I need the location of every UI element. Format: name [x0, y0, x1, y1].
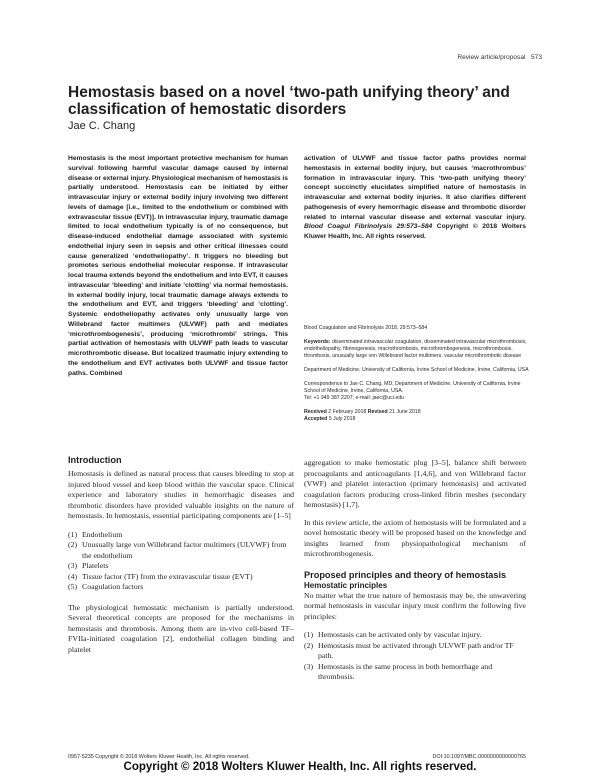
- running-head: [457, 54, 542, 61]
- affiliation: Department of Medicine, University of California, Irvine School of Medicine, Irvine, California, USA: [304, 367, 529, 373]
- accepted-date: 5 July 2018: [328, 416, 356, 422]
- list-item: (2) Unusually large von Willebrand factor multimers (ULVWF) from the endothelium: [68, 540, 287, 560]
- hemostatic-principles-list: [304, 630, 526, 683]
- principles-heading: Proposed principles and theory of hemostasis: [304, 569, 507, 580]
- principles-subheading: Hemostatic principles: [304, 580, 388, 590]
- correspondence: [304, 381, 532, 402]
- hemostasis-components-list: [68, 530, 294, 593]
- body-left-column: [68, 455, 294, 655]
- intro-paragraph-1: Hemostasis is defined as natural process that causes bleeding to stop at injured blood vessel and keep blood within the vascular space. Clinical experience and laboratory studies in hemorrhagic diseases and thrombotic disorders have provided valuable insights on the nature of hemostasis. In hemostasis, essential participating components are [1–5]: [68, 469, 294, 520]
- article-title: Hemostasis based on a novel ‘two-path unifying theory’ and classification of hemostatic disorders: [68, 84, 510, 118]
- abstract-left-column: Hemostasis is the most important protective mechanism for human survival following harmful vascular damage caused by internal disease or external injury. Physiological mechanism of hemostasis is partially understood. Hemostasis can be initiated by either intravascular injury or external bodily injury involving two different levels of damage [i.e., limited to the endothelium or combined with extravascular tissue (EVT)]. In intravascular injury, traumatic damage limited to local endothelium typically is of no consequence, but disease-induced endothelial damage associated with systemic endothelial injury seen in sepsis and other critical illnesses could cause generalized ‘endotheliopathy’. It triggers no bleeding but promotes serious endothelial molecular response. If intravascular local trauma extends beyond the endothelium and into EVT, it causes intravascular ‘bleeding’ and initiate ‘clotting’ via normal hemostasis. In external bodily injury, local traumatic damage always extends to the endothelium and EVT, and triggers ‘bleeding’ and ‘clotting’. Systemic endotheliopathy activates only unusually large von Willebrand factor multimers (ULVWF) path and mediates ‘microthrombogenesis’, producing ‘microthrombi’ strings. This partial activation of hemostasis with ULVWF path leads to vascular microthrombotic disease. But localized traumatic injury extending to the endothelium and EVT activates both ULVWF and tissue factor paths. Combined: [68, 155, 288, 377]
- keywords-text: disseminated intravascular coagulation, disseminated intravascular microthrombosis, endotheliopathy, fibrinogenesis, macrothrombosis, microthrombogenesis, microthrombosis, thrombosis, unusually large von Willebrand factor multimers, vascular microthrombotic disease: [304, 339, 527, 359]
- footer-issn: 0957-5235 Copyright © 2018 Wolters Kluwer Health, Inc. All rights reserved.: [68, 754, 250, 760]
- list-item: (1) Endothelium: [68, 529, 123, 539]
- keywords-block: [304, 339, 532, 360]
- revised-date: 21 June 2018: [389, 409, 421, 415]
- keywords-label: Keywords:: [304, 339, 331, 345]
- list-item: (3) Hemostasis is the same process in both hemorrhage and thrombosis.: [304, 661, 493, 681]
- list-item: (5) Coagulation factors: [68, 582, 144, 591]
- contact-info: Tel: +1 949 387 2207; e-mail: jaec@uci.edu: [304, 395, 404, 401]
- list-item: (3) Platelets: [68, 561, 109, 570]
- running-head-label: Review article/proposal: [457, 54, 526, 61]
- received-date: 2 February 2018: [328, 409, 367, 415]
- copyright-watermark: Copyright © 2018 Wolters Kluwer Health, Inc. All rights reserved.: [123, 761, 477, 773]
- revised-label: Revised: [367, 409, 388, 415]
- right-paragraph-1: aggregation to make hemostatic plug [3–5], balance shift between procoagulants and anticoagulants [1,4,6], and von Willebrand factor (VWF) and platelet interaction (primary hemostasis) and activated coagulation factors producing cross-linked fibrin meshes (secondary hemostasis) [1,7].: [304, 458, 526, 509]
- introduction-heading: Introduction: [68, 455, 122, 465]
- abstract-continued-text: activation of ULVWF and tissue factor paths provides normal hemostasis in external bodily injury, but causes ‘macrothrombus’ formation in intravascular injury. This ‘two-path unifying theory’ concept succinctly elucidates simplified nature of hemostasis in intravascular and external bodily injuries. It also clarifies different pathogenesis of every hemorrhagic disease and thrombotic disorder related to internal vascular disease and external vascular injury.: [304, 155, 526, 221]
- abstract-copyright: Copyright © 2018 Wolters Kluwer Health, Inc. All rights reserved.: [304, 223, 526, 240]
- list-item: (2) Hemostasis must be activated through ULVWF path and/or TF path.: [304, 640, 514, 660]
- abstract-right-column: [304, 154, 526, 242]
- principles-paragraph: No matter what the true nature of hemostasis may be, the unwavering normal hemostasis in vascular injury must confirm the following five principles:: [304, 590, 526, 621]
- page-number: 573: [530, 54, 542, 61]
- dates: [304, 409, 532, 423]
- correspondence-text: Correspondence to Jae C. Chang, MD, Department of Medicine, University of California, Irvine School of Medicine, Irvine, California, USA.: [304, 381, 521, 394]
- footer-doi: DOI:10.1097/MBC.0000000000000765: [432, 754, 526, 760]
- list-item: (1) Hemostasis can be activated only by vascular injury.: [304, 630, 482, 639]
- article-meta: [304, 325, 532, 430]
- intro-paragraph-2: The physiological hemostatic mechanism is partially understood. Several theoretical concepts are proposed for the mechanisms in hemostasis and thrombosis. Among them are in-vivo cell-based TF–FVIIa-initiated coagulation [2], endothelial collagen binding and platelet: [68, 602, 294, 654]
- list-item: (4) Tissue factor (TF) from the extravascular tissue (EVT): [68, 571, 253, 581]
- author-name: Jae C. Chang: [68, 120, 136, 132]
- abstract-journal-cite: Blood Coagul Fibrinolysis 29:573–584: [304, 223, 433, 231]
- received-label: Received: [304, 409, 327, 415]
- right-paragraph-2: In this review article, the axiom of hemostasis will be formulated and a novel hemostatic theory will be proposed based on the knowledge and insights learned from physiopathological mechanism of microthrombogenesis.: [304, 517, 526, 558]
- accepted-label: Accepted: [304, 416, 328, 422]
- body-right-column: [304, 458, 526, 683]
- citation-line: Blood Coagulation and Fibrinolysis 2018, 29:573–584: [304, 325, 428, 331]
